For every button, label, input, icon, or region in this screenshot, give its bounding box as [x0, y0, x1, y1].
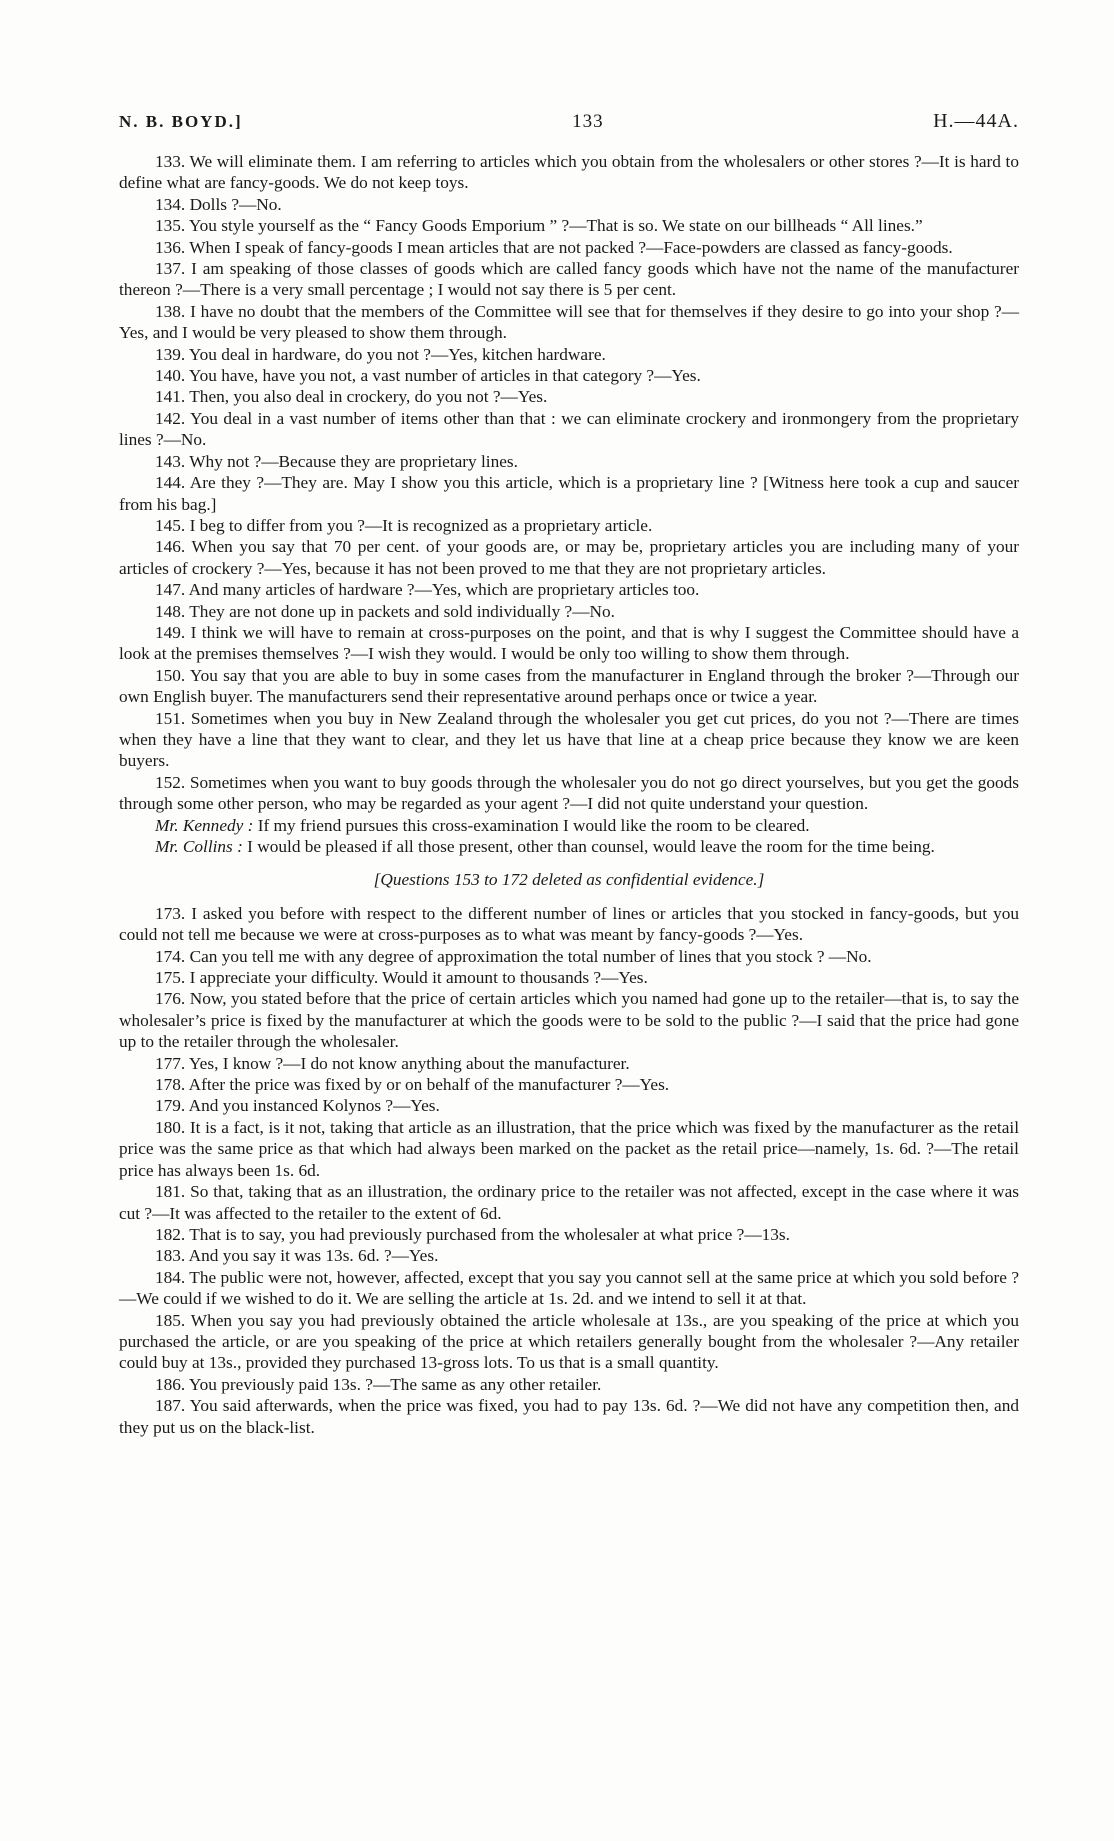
question-140: 140. You have, have you not, a vast number of articles in that category ?—Yes.: [155, 366, 701, 386]
question-145: 145. I beg to differ from you ?—It is recognized as a proprietary article.: [155, 515, 653, 535]
question-133: 133. We will eliminate them. I am referring to articles which you obtain from the wholesalers or other stores ?—It is hard to define what are fancy-goods. We do not keep toys.: [119, 152, 1019, 193]
question-187: 187. You said afterwards, when the price was fixed, you had to pay 13s. 6d. ?—We did not have any competition then, and they put us on the black-list.: [119, 1396, 1019, 1437]
speaker-text: I would be pleased if all those present, other than counsel, would leave the room for the time being.: [242, 837, 935, 856]
question-180: 180. It is a fact, is it not, taking that article as an illustration, that the price which was fixed by the manufacturer as the retail price was the same price as that which had always been marked on the packet as the retail price—namely, 1s. 6d. ?—The retail price has always been 1s. 6d.: [119, 1117, 1019, 1180]
question-176: 176. Now, you stated before that the price of certain articles which you named had gone up to the retailer—that is, to say the wholesaler’s price is fixed by the manufacturer at which the goods were to be sold to the public ?—I said that the price had gone up to the retailer through the wholesaler.: [119, 989, 1019, 1052]
question-147: 147. And many articles of hardware ?—Yes, which are proprietary articles too.: [155, 580, 700, 600]
speaker-name: Mr. Kennedy :: [155, 815, 254, 835]
speaker-statement: [119, 815, 1019, 836]
question-138: 138. I have no doubt that the members of the Committee will see that for themselves if they desire to go into your shop ?—Yes, and I would be very pleased to show them through.: [119, 301, 1019, 343]
page-number: 133: [572, 111, 604, 132]
running-header: [119, 110, 1019, 133]
questions-after: [119, 903, 1019, 1438]
question-185: 185. When you say you had previously obtained the article wholesale at 13s., are you speaking of the price at which you purchased the article, or are you speaking of the price at which retailers generally bought from the wholesaler ?—Any retailer could buy at 13s., provided they purchased 13-gross lots. To us that is a small quantity.: [119, 1310, 1019, 1373]
question-173: 173. I asked you before with respect to the different number of lines or articles that you stocked in fancy-goods, but you could not tell me because we were at cross-purposes as to what was meant by fancy-goods ?—Yes.: [119, 903, 1019, 945]
question-181: 181. So that, taking that as an illustration, the ordinary price to the retailer was not affected, except in the case where it was cut ?—It was affected to the retailer to the extent of 6d.: [119, 1182, 1019, 1223]
question-137: 137. I am speaking of those classes of goods which are called fancy goods which have not the name of the manufacturer thereon ?—There is a very small percentage ; I would not say there is 5 per cent.: [119, 259, 1019, 300]
question-142: 142. You deal in a vast number of items other than that : we can eliminate crockery and ironmongery from the proprietary lines ?—No.: [119, 408, 1019, 450]
question-146: 146. When you say that 70 per cent. of your goods are, or may be, proprietary articles you are including many of your articles of crockery ?—Yes, because it has not been proved to me that they are not proprietary articles.: [119, 537, 1019, 578]
question-152: 152. Sometimes when you want to buy goods through the wholesaler you do not go direct yourselves, but you get the goods through some other person, who may be regarded as your agent ?—I did not quite understand your question.: [119, 772, 1019, 814]
speaker-text: If my friend pursues this cross-examination I would like the room to be cleared.: [253, 815, 810, 835]
question-136: 136. When I speak of fancy-goods I mean articles that are not packed ?—Face-powders are classed as fancy-goods.: [155, 237, 953, 257]
question-179: 179. And you instanced Kolynos ?—Yes.: [155, 1096, 440, 1116]
question-143: 143. Why not ?—Because they are proprietary lines.: [155, 451, 518, 471]
question-144: 144. Are they ?—They are. May I show you this article, which is a proprietary line ? [Witness here took a cup and saucer from his bag.]: [119, 473, 1019, 514]
question-177: 177. Yes, I know ?—I do not know anything about the manufacturer.: [155, 1053, 630, 1073]
question-135: 135. You style yourself as the “ Fancy Goods Emporium ” ?—That is so. We state on our billheads “ All lines.”: [155, 216, 923, 236]
question-184: 184. The public were not, however, affected, except that you say you cannot sell at the same price at which you sold before ?—We could if we wished to do it. We are selling the article at 1s. 2d. and we intend to sell it at that.: [119, 1267, 1019, 1309]
question-150: 150. You say that you are able to buy in some cases from the manufacturer in England through the broker ?—Through our own English buyer. The manufacturers send their representative around perhaps once or twice a year.: [119, 665, 1019, 707]
question-141: 141. Then, you also deal in crockery, do you not ?—Yes.: [155, 387, 548, 407]
question-186: 186. You previously paid 13s. ?—The same as any other retailer.: [155, 1374, 602, 1394]
question-149: 149. I think we will have to remain at cross-purposes on the point, and that is why I suggest the Committee should have a look at the premises themselves ?—I wish they would. I would be only too willing to show them through.: [119, 622, 1019, 664]
question-148: 148. They are not done up in packets and sold individually ?—No.: [155, 601, 615, 621]
header-witness: N. B. BOYD.]: [119, 112, 243, 131]
questions-before: [119, 151, 1019, 815]
speaker-name: Mr. Collins :: [155, 837, 243, 856]
question-175: 175. I appreciate your difficulty. Would it amount to thousands ?—Yes.: [155, 968, 648, 988]
question-174: 174. Can you tell me with any degree of approximation the total number of lines that you stock ? —No.: [155, 946, 872, 966]
question-151: 151. Sometimes when you buy in New Zealand through the wholesaler you get cut prices, do you not ?—There are times when they have a line that they want to clear, and they let us have that line at a cheap price because they know we are keen buyers.: [119, 708, 1019, 771]
body-text: [119, 151, 1019, 1438]
question-182: 182. That is to say, you had previously purchased from the wholesaler at what price ?—13s.: [155, 1224, 790, 1244]
paper-reference: H.—44A.: [933, 110, 1019, 132]
speaker-statement: [119, 836, 1019, 857]
deleted-questions-note: [Questions 153 to 172 deleted as confidential evidence.]: [373, 870, 765, 890]
question-183: 183. And you say it was 13s. 6d. ?—Yes.: [155, 1246, 439, 1266]
question-134: 134. Dolls ?—No.: [155, 194, 282, 214]
document-page: [119, 110, 1019, 1438]
question-178: 178. After the price was fixed by or on behalf of the manufacturer ?—Yes.: [155, 1075, 670, 1095]
question-139: 139. You deal in hardware, do you not ?—Yes, kitchen hardware.: [155, 344, 606, 364]
